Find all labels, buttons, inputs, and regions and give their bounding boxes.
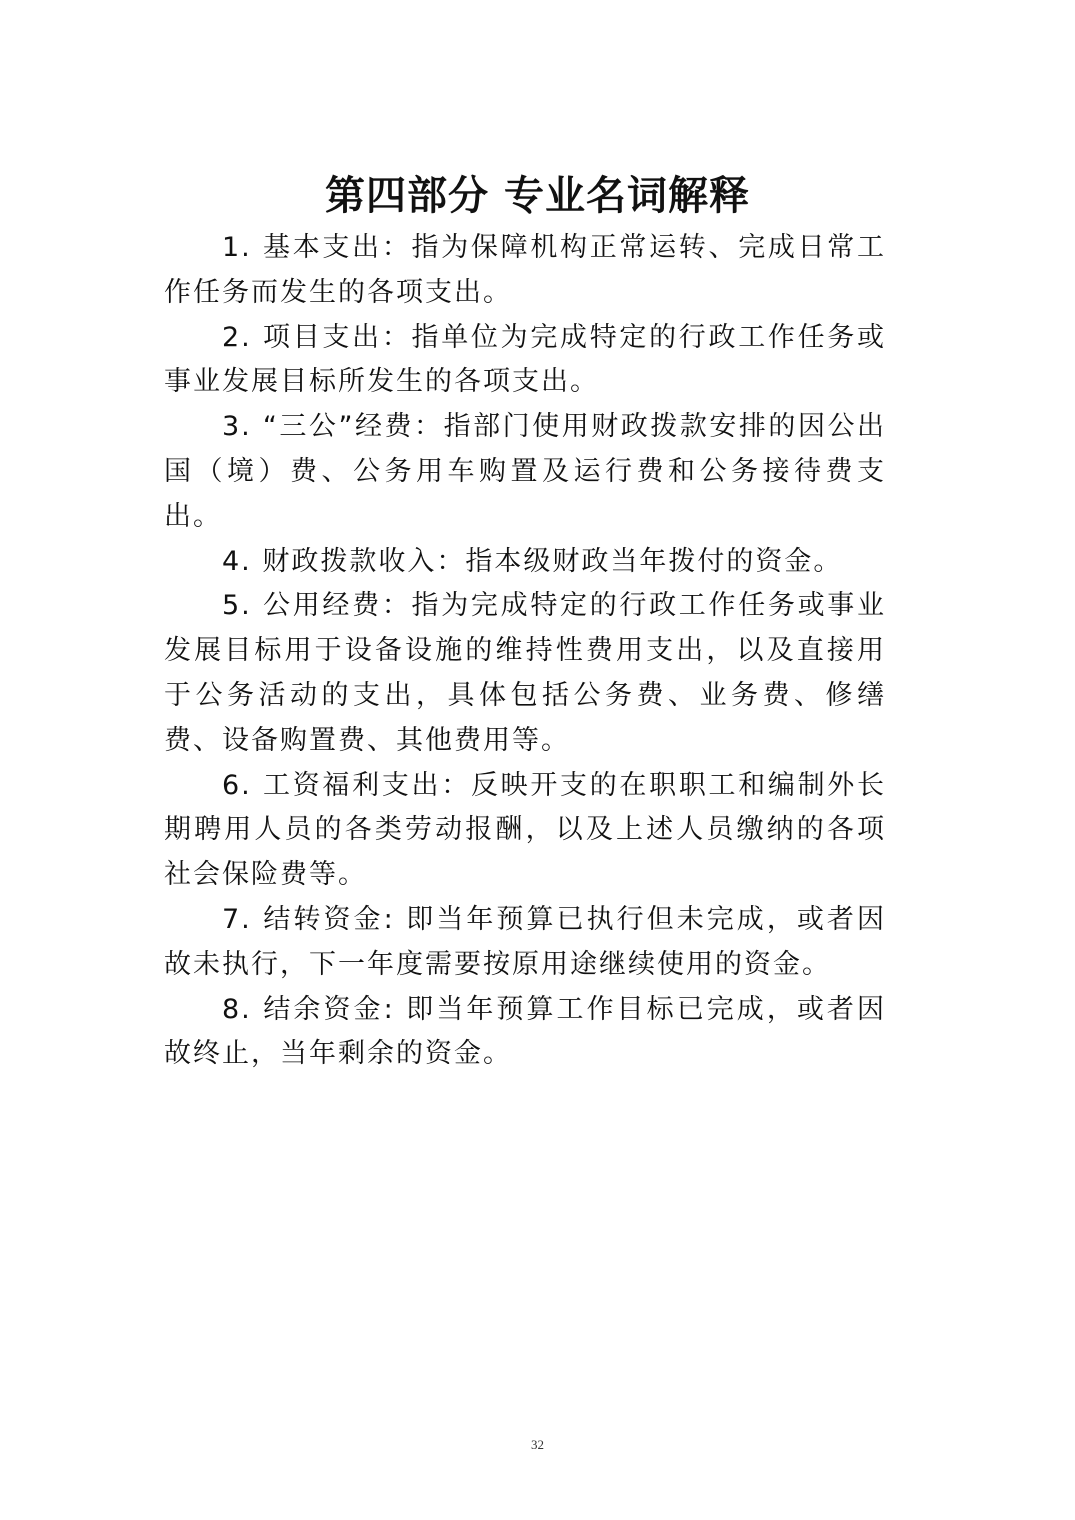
term-definition: 指为完成特定的行政工作任务或事业发展目标用于设备设施的维持性费用支出，以及直接用于公务活动的支出，具体包括公务费、业务费、修缮费、设备购置费、其他费用等。 xyxy=(164,590,886,756)
definition-item-carryover-funds xyxy=(164,898,886,988)
term-definition: 指单位为完成特定的行政工作任务或事业发展目标所发生的各项支出。 xyxy=(164,321,886,398)
term-label: 6. 工资福利支出： xyxy=(222,769,471,801)
term-label: 8. 结余资金: xyxy=(222,993,395,1025)
page-title: 第四部分 专业名词解释 xyxy=(325,172,750,219)
definition-item-fiscal-appropriation-income xyxy=(164,540,886,585)
term-label: 3. “三公”经费： xyxy=(222,411,444,443)
definition-item-project-expenditure xyxy=(164,316,886,406)
term-definition: 即当年预算工作目标已完成，或者因故终止，当年剩余的资金。 xyxy=(164,993,886,1070)
term-definition: 即当年预算已执行但未完成，或者因故未执行，下一年度需要按原用途继续使用的资金。 xyxy=(164,903,886,980)
term-definition: 指部门使用财政拨款安排的因公出国（境）费、公务用车购置及运行费和公务接待费支出。 xyxy=(164,411,887,532)
definition-item-public-funds xyxy=(164,584,886,763)
term-label: 4. 财政拨款收入： xyxy=(222,545,466,577)
term-label: 7. 结转资金: xyxy=(222,903,395,935)
term-definition: 指为保障机构正常运转、完成日常工作任务而发生的各项支出。 xyxy=(164,232,886,308)
definition-item-basic-expenditure xyxy=(164,226,886,316)
term-label: 2. 项目支出： xyxy=(222,321,412,353)
page-number: 32 xyxy=(531,1437,544,1452)
definition-item-three-public-funds xyxy=(164,405,886,539)
definition-list xyxy=(164,226,886,1077)
term-definition: 反映开支的在职职工和编制外长期聘用人员的各类劳动报酬，以及上述人员缴纳的各项社会保险费等。 xyxy=(164,769,887,891)
term-label: 5. 公用经费： xyxy=(222,590,412,622)
definition-item-wage-welfare xyxy=(164,764,886,898)
term-label: 1. 基本支出： xyxy=(222,232,412,263)
term-definition: 指本级财政当年拨付的资金。 xyxy=(465,545,843,577)
definition-item-surplus-funds xyxy=(164,988,886,1078)
